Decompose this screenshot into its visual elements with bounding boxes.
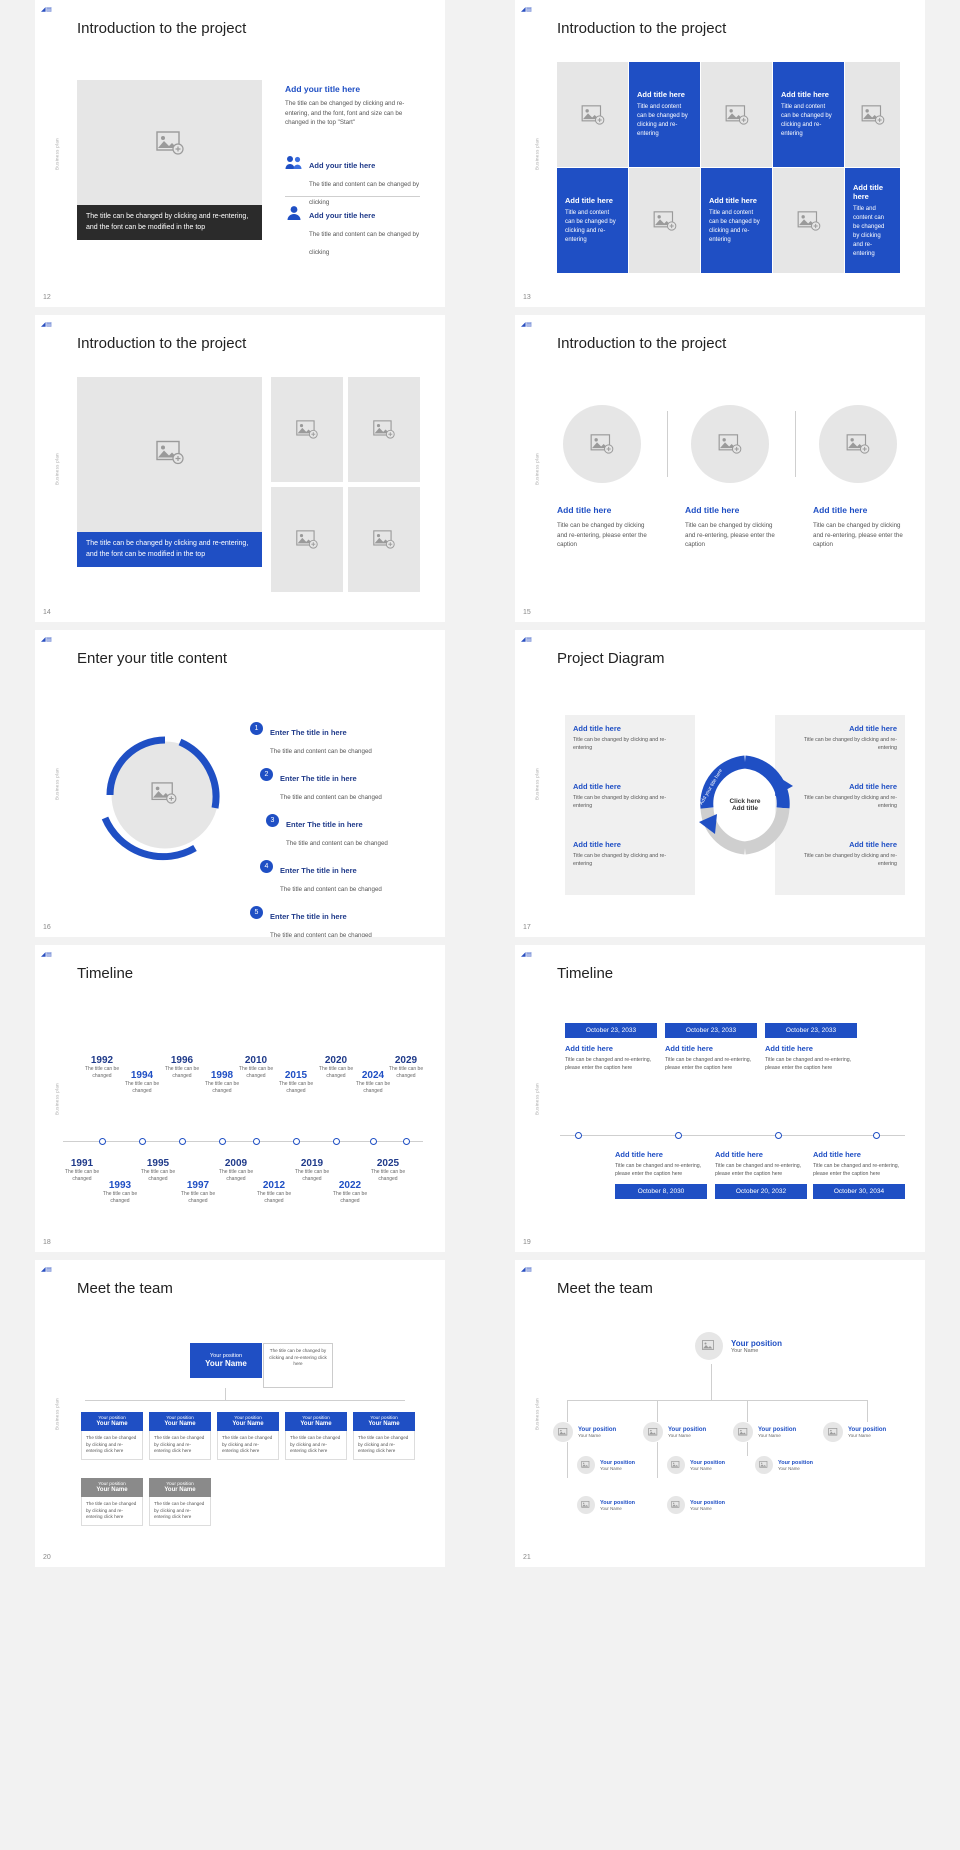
image-placeholder[interactable]: [845, 62, 900, 167]
item-title: Add title here: [573, 782, 621, 791]
org-connector: [657, 1442, 658, 1478]
timeline-dot: [179, 1138, 186, 1145]
divider: [667, 411, 668, 477]
org-node[interactable]: Your position Your Name: [643, 1422, 706, 1442]
org-connector: [567, 1400, 568, 1422]
list-item-body: The title and content can be changed by clicking: [309, 231, 420, 256]
tile-body: Title and content can be changed by clicking and re-entering: [565, 210, 616, 243]
page-title: Introduction to the project: [557, 335, 727, 352]
side-label: Business plan: [534, 137, 540, 170]
side-label: Business plan: [54, 767, 60, 800]
list-number-badge: 5: [250, 906, 263, 919]
card-body: Title can be changed and re-entering, please enter the caption here: [813, 1163, 900, 1178]
tile-title: Add title here: [781, 90, 829, 99]
timeline-top-item: 1994 The title can be changed: [124, 1070, 160, 1095]
org-connector: [711, 1364, 712, 1400]
image-placeholder[interactable]: [701, 62, 772, 167]
timeline-dot: [333, 1138, 340, 1145]
right-heading: Add your title here: [285, 84, 361, 94]
page-number: 20: [43, 1554, 51, 1561]
image-placeholder-icon: [151, 782, 177, 809]
side-label: Business plan: [534, 767, 540, 800]
list-number-badge: 4: [260, 860, 273, 873]
tile-title: Add title here: [565, 196, 613, 205]
image-placeholder-icon: [156, 440, 184, 469]
page-title: Introduction to the project: [77, 20, 247, 37]
item-body: Title can be changed by clicking and re-entering: [803, 853, 897, 868]
image-placeholder[interactable]: [819, 405, 897, 483]
date-badge: October 30, 2034: [813, 1184, 905, 1199]
org-position: Your position: [209, 1353, 243, 1359]
timeline-dot: [370, 1138, 377, 1145]
item-title: Add title here: [573, 840, 621, 849]
slide-13[interactable]: [515, 0, 925, 307]
image-placeholder[interactable]: [348, 487, 420, 592]
org-name: Your Name: [205, 1359, 247, 1368]
date-badge: October 23, 2033: [665, 1023, 757, 1038]
page-number: 19: [523, 1239, 531, 1246]
ppt-icon: ◢▤: [521, 322, 533, 328]
timeline-top-item: 2015 The title can be changed: [278, 1070, 314, 1095]
page-number: 17: [523, 924, 531, 931]
tile-text[interactable]: [557, 168, 628, 273]
ppt-icon: ◢▤: [521, 952, 533, 958]
timeline-bottom-item: 2025 The title can be changed: [370, 1158, 406, 1183]
tile-title: Add title here: [853, 182, 883, 201]
org-node[interactable]: Your position Your Name: [577, 1456, 635, 1474]
left-item-2[interactable]: [573, 782, 681, 810]
page-number: 12: [43, 294, 51, 301]
org-node[interactable]: Your position Your Name: [577, 1496, 635, 1514]
right-item-2[interactable]: [787, 782, 897, 810]
date-badge: October 23, 2033: [765, 1023, 857, 1038]
item-body: Title can be changed by clicking and re-entering: [803, 737, 897, 752]
users-icon: [285, 155, 303, 176]
page-number: 14: [43, 609, 51, 616]
ppt-icon: ◢▤: [41, 637, 53, 643]
image-placeholder[interactable]: [563, 405, 641, 483]
right-item-3[interactable]: [787, 840, 897, 868]
item-title: Add title here: [849, 782, 897, 791]
timeline-top-item: 2010 The title can be changed: [238, 1055, 274, 1080]
timeline-dot: [99, 1138, 106, 1145]
ppt-icon: ◢▤: [41, 1267, 53, 1273]
list-item-body: The title and content can be changed: [280, 886, 382, 893]
org-node[interactable]: Your position Your Name The title can be changed by clicking and re-entering click here: [149, 1478, 211, 1526]
tile-text[interactable]: [845, 168, 900, 273]
right-item-1[interactable]: [787, 724, 897, 752]
list-item-title: Enter The title in here: [270, 912, 347, 921]
list-item[interactable]: [260, 860, 425, 896]
divider: [285, 196, 420, 197]
list-number-badge: 1: [250, 722, 263, 735]
timeline-top-item: 2020 The title can be changed: [318, 1055, 354, 1080]
org-node-root[interactable]: [695, 1332, 782, 1360]
timeline-card[interactable]: [765, 1023, 857, 1072]
slide-18[interactable]: [35, 945, 445, 1252]
list-item-title: Add your title here: [309, 211, 376, 220]
timeline-card[interactable]: [665, 1023, 757, 1072]
item-body: Title can be changed by clicking and re-entering: [573, 853, 667, 868]
list-item[interactable]: [266, 814, 425, 850]
timeline-dot: [403, 1138, 410, 1145]
left-item-1[interactable]: [573, 724, 681, 752]
ppt-icon: ◢▤: [521, 7, 533, 13]
org-connector: [85, 1400, 405, 1401]
ppt-icon: ◢▤: [41, 322, 53, 328]
page-title: Introduction to the project: [77, 335, 247, 352]
page-title: Meet the team: [557, 1280, 653, 1297]
item-body: Title can be changed by clicking and re-entering: [573, 795, 667, 810]
timeline-dot: [675, 1132, 682, 1139]
tile-text[interactable]: [701, 168, 772, 273]
tile-text[interactable]: [629, 62, 700, 167]
page-title: Enter your title content: [77, 650, 228, 667]
timeline-dot: [575, 1132, 582, 1139]
timeline-bottom-item: 2009 The title can be changed: [218, 1158, 254, 1183]
org-note[interactable]: The title can be changed by clicking and re-entering click here: [263, 1343, 333, 1388]
org-connector: [747, 1442, 748, 1456]
image-placeholder[interactable]: [77, 377, 262, 532]
avatar: [667, 1456, 685, 1474]
column-title: Add title here: [557, 505, 612, 515]
divider: [795, 411, 796, 477]
slide-19[interactable]: [515, 945, 925, 1252]
org-node[interactable]: Your position Your Name: [755, 1456, 813, 1474]
timeline-card[interactable]: [715, 1150, 807, 1199]
avatar: [577, 1456, 595, 1474]
page-number: 13: [523, 294, 531, 301]
tile-text[interactable]: [773, 62, 844, 167]
slide-caption: The title can be changed by clicking and re-entering, and the font can be modified in the top: [77, 532, 262, 567]
list-item[interactable]: [250, 906, 425, 937]
list-item-title: Add your title here: [309, 161, 376, 170]
card-body: Title can be changed and re-entering, please enter the caption here: [765, 1057, 852, 1072]
list-number-badge: 3: [266, 814, 279, 827]
slide-caption: The title can be changed by clicking and re-entering, and the font can be modified in the top: [77, 205, 262, 240]
list-item-body: The title and content can be changed: [280, 794, 382, 801]
timeline-bottom-item: 1995 The title can be changed: [140, 1158, 176, 1183]
page-title: Introduction to the project: [557, 20, 727, 37]
tile-body: Title and content can be changed by clicking and re-entering: [637, 104, 688, 137]
timeline-bottom-item: 2019 The title can be changed: [294, 1158, 330, 1183]
center-label[interactable]: Click here Add title: [729, 798, 761, 812]
timeline-card[interactable]: [813, 1150, 905, 1199]
list-item-title: Enter The title in here: [280, 774, 357, 783]
slide-17[interactable]: [515, 630, 925, 937]
slide-16[interactable]: [35, 630, 445, 937]
side-label: Business plan: [534, 1082, 540, 1115]
org-node[interactable]: Your position Your Name: [733, 1422, 796, 1442]
org-name: Your Name: [731, 1347, 759, 1354]
avatar: [553, 1422, 573, 1442]
date-badge: October 8, 2030: [615, 1184, 707, 1199]
side-label: Business plan: [534, 1397, 540, 1430]
image-placeholder[interactable]: [773, 168, 844, 273]
avatar: [755, 1456, 773, 1474]
avatar: [667, 1496, 685, 1514]
page-title: Timeline: [557, 965, 614, 982]
card-title: Add title here: [665, 1044, 713, 1053]
card-title: Add title here: [565, 1044, 613, 1053]
image-placeholder-icon: [156, 131, 184, 155]
ppt-icon: ◢▤: [41, 952, 53, 958]
image-placeholder[interactable]: [271, 487, 343, 592]
list-item-body: The title and content can be changed by clicking: [309, 181, 420, 206]
card-title: Add title here: [715, 1150, 763, 1159]
org-node[interactable]: Your position Your Name The title can be changed by clicking and re-entering click here: [217, 1412, 279, 1460]
timeline-dot: [219, 1138, 226, 1145]
avatar: [823, 1422, 843, 1442]
list-item-title: Enter The title in here: [286, 820, 363, 829]
item-body: Title can be changed by clicking and re-entering: [803, 795, 897, 810]
timeline-axis: [63, 1141, 423, 1142]
org-connector: [567, 1442, 568, 1478]
page-title: Meet the team: [77, 1280, 173, 1297]
ppt-icon: ◢▤: [41, 7, 53, 13]
org-node[interactable]: Your position Your Name: [823, 1422, 886, 1442]
org-node[interactable]: Your position Your Name The title can be changed by clicking and re-entering click here: [81, 1478, 143, 1526]
column-body: Title can be changed by clicking and re-entering, please enter the caption: [685, 522, 775, 549]
image-placeholder[interactable]: [348, 377, 420, 482]
list-item-body: The title and content can be changed: [270, 748, 372, 755]
timeline-dot: [253, 1138, 260, 1145]
image-placeholder[interactable]: [691, 405, 769, 483]
list-number-badge: 2: [260, 768, 273, 781]
org-node[interactable]: Your position Your Name The title can be changed by clicking and re-entering click here: [81, 1412, 143, 1460]
side-label: Business plan: [54, 137, 60, 170]
timeline-dot: [139, 1138, 146, 1145]
org-connector: [747, 1400, 748, 1422]
list-item-body: The title and content can be changed: [270, 932, 372, 937]
list-item-title: Enter The title in here: [270, 728, 347, 737]
image-placeholder[interactable]: [557, 62, 628, 167]
timeline-top-item: 2024 The title can be changed: [355, 1070, 391, 1095]
tile-title: Add title here: [709, 196, 757, 205]
tile-body: Title and content can be changed by clicking and re-entering: [709, 210, 760, 243]
timeline-bottom-item: 2012 The title can be changed: [256, 1180, 292, 1205]
timeline-top-item: 2029 The title can be changed: [388, 1055, 424, 1080]
tile-title: Add title here: [637, 90, 685, 99]
org-node[interactable]: Your position Your Name: [553, 1422, 616, 1442]
user-icon: [285, 205, 303, 226]
org-node[interactable]: Your position Your Name The title can be changed by clicking and re-entering click here: [285, 1412, 347, 1460]
slide-12[interactable]: [35, 0, 445, 307]
column-1: [557, 505, 653, 550]
slide-14[interactable]: [35, 315, 445, 622]
list-item[interactable]: [250, 722, 425, 758]
card-title: Add title here: [765, 1044, 813, 1053]
card-title: Add title here: [615, 1150, 663, 1159]
column-2: [685, 505, 781, 550]
timeline-bottom-item: 1993 The title can be changed: [102, 1180, 138, 1205]
image-placeholder[interactable]: [271, 377, 343, 482]
avatar: [695, 1332, 723, 1360]
slide-15[interactable]: [515, 315, 925, 622]
timeline-bottom-item: 1991 The title can be changed: [64, 1158, 100, 1183]
card-body: Title can be changed and re-entering, please enter the caption here: [565, 1057, 652, 1072]
card-title: Add title here: [813, 1150, 861, 1159]
avatar: [577, 1496, 595, 1514]
org-node-root[interactable]: [190, 1343, 262, 1378]
card-body: Title can be changed and re-entering, please enter the caption here: [665, 1057, 752, 1072]
page-title: Timeline: [77, 965, 134, 982]
list-item[interactable]: [260, 768, 425, 804]
page-number: 16: [43, 924, 51, 931]
timeline-top-item: 1996 The title can be changed: [164, 1055, 200, 1080]
org-connector: [867, 1400, 868, 1422]
timeline-top-item: 1992 The title can be changed: [84, 1055, 120, 1080]
tile-body: Title and content can be changed by clicking and re-entering: [853, 205, 885, 257]
org-connector: [567, 1400, 867, 1401]
org-node[interactable]: Your position Your Name: [667, 1496, 725, 1514]
item-title: Add title here: [573, 724, 621, 733]
side-label: Business plan: [534, 452, 540, 485]
image-placeholder[interactable]: [77, 80, 262, 205]
circular-arrow-graphic: [693, 750, 797, 860]
timeline-bottom-item: 2022 The title can be changed: [332, 1180, 368, 1205]
ppt-icon: ◢▤: [521, 637, 533, 643]
timeline-dot: [293, 1138, 300, 1145]
date-badge: October 20, 2032: [715, 1184, 807, 1199]
card-body: Title can be changed and re-entering, please enter the caption here: [715, 1163, 802, 1178]
org-node[interactable]: Your position Your Name: [667, 1456, 725, 1474]
image-placeholder[interactable]: [629, 168, 700, 273]
page-number: 21: [523, 1554, 531, 1561]
side-label: Business plan: [54, 1082, 60, 1115]
column-body: Title can be changed by clicking and re-entering, please enter the caption: [557, 522, 647, 549]
timeline-axis: [560, 1135, 905, 1136]
avatar: [643, 1422, 663, 1442]
org-node[interactable]: Your position Your Name The title can be changed by clicking and re-entering click here: [353, 1412, 415, 1460]
page-number: 18: [43, 1239, 51, 1246]
slide-21[interactable]: [515, 1260, 925, 1567]
page-number: 15: [523, 609, 531, 616]
right-body: The title can be changed by clicking and re-entering, and the font, font and size can be changed in the top "Start": [285, 100, 405, 127]
timeline-bottom-item: 1997 The title can be changed: [180, 1180, 216, 1205]
org-connector: [225, 1388, 226, 1400]
column-title: Add title here: [813, 505, 868, 515]
left-item-3[interactable]: [573, 840, 681, 868]
org-node[interactable]: Your position Your Name The title can be changed by clicking and re-entering click here: [149, 1412, 211, 1460]
ring-text: Add your title here: [698, 767, 725, 807]
org-connector: [657, 1400, 658, 1422]
date-badge: October 23, 2033: [565, 1023, 657, 1038]
list-item-body: The title and content can be changed: [286, 840, 388, 847]
slide-20[interactable]: [35, 1260, 445, 1567]
card-body: Title can be changed and re-entering, please enter the caption here: [615, 1163, 702, 1178]
item-body: Title can be changed by clicking and re-entering: [573, 737, 667, 752]
tile-body: Title and content can be changed by clicking and re-entering: [781, 104, 832, 137]
list-item-title: Enter The title in here: [280, 866, 357, 875]
timeline-dot: [775, 1132, 782, 1139]
item-title: Add title here: [849, 840, 897, 849]
ppt-icon: ◢▤: [521, 1267, 533, 1273]
timeline-card[interactable]: [615, 1150, 707, 1199]
side-label: Business plan: [54, 1397, 60, 1430]
list-item[interactable]: [285, 155, 420, 209]
timeline-top-item: 1998 The title can be changed: [204, 1070, 240, 1095]
avatar: [733, 1422, 753, 1442]
column-title: Add title here: [685, 505, 740, 515]
column-body: Title can be changed by clicking and re-entering, please enter the caption: [813, 522, 903, 549]
list-item[interactable]: [285, 205, 420, 259]
donut-graphic: [85, 718, 240, 873]
item-title: Add title here: [849, 724, 897, 733]
org-position: Your position: [731, 1338, 782, 1348]
timeline-dot: [873, 1132, 880, 1139]
side-label: Business plan: [54, 452, 60, 485]
page-title: Project Diagram: [557, 650, 665, 667]
column-3: [813, 505, 909, 550]
timeline-card[interactable]: [565, 1023, 657, 1072]
